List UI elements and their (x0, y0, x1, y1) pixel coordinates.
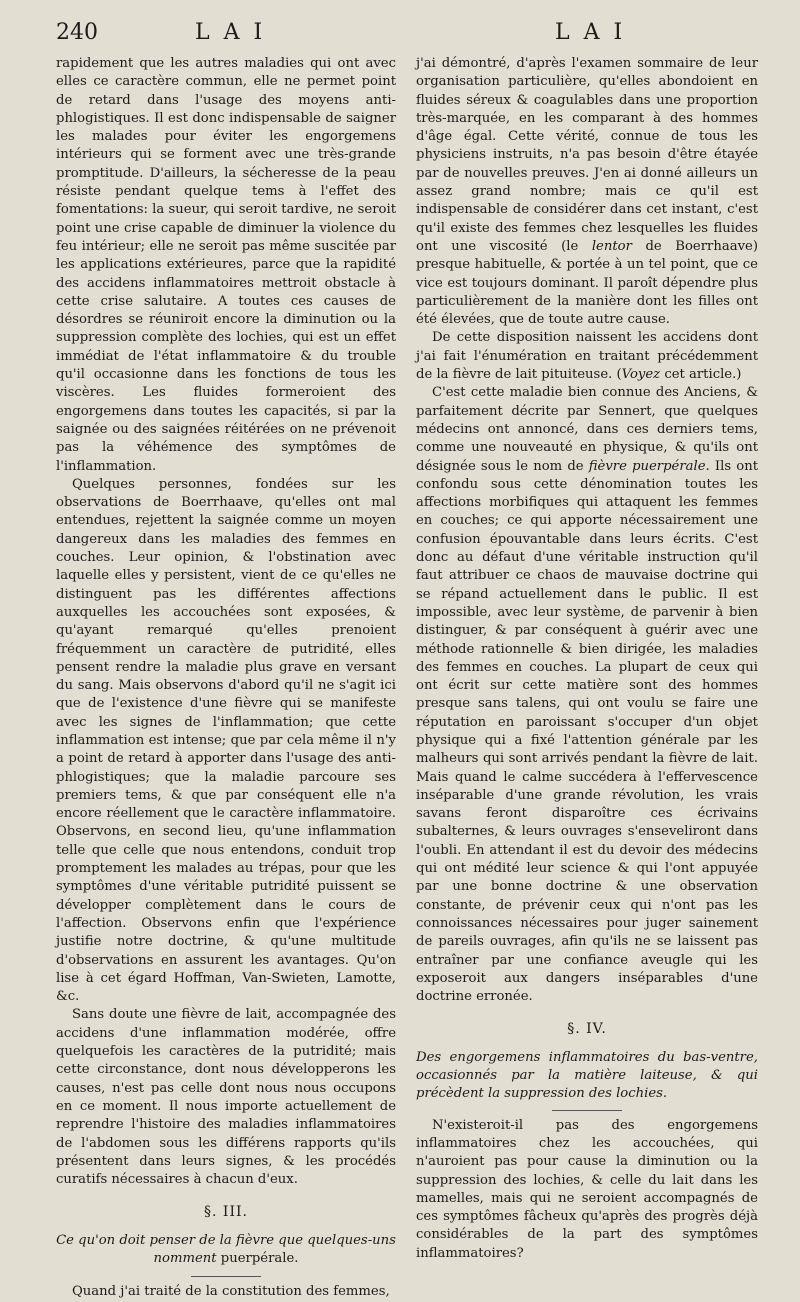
section-number: §. IV. (567, 1021, 607, 1038)
section-rule (191, 1276, 261, 1277)
section-heading (56, 1232, 396, 1269)
paragraph: Quand j'ai traité de la constitution des femmes, (72, 1284, 390, 1300)
paragraph: Sans doute une fièvre de lait, accompagnée des accidens d'une inflammation modérée, offre quelquefois les caractères de la putridité; mais cette circonstance, dont nous développerons les causes, n'est pas celle dont nous nous occupons en ce moment. Il nous importe actuellement de reprendre l'histoire des maladies inflammatoires de l'abdomen sous les différens rapports qu'ils présentent dans leurs signes, & les procédés curatifs nécessaires à chacun d'eux. (56, 1007, 396, 1188)
text-run: de Boerrhaave) presque habituelle, & portée à un tel point, que ce vice est toujours dominant. Il paroît dépendre plus particulièrement de la manière dont les filles ont été élevées, que de toute autre cause. (416, 238, 758, 328)
text-run: j'ai démontré, d'après l'examen sommaire de leur organisation particulière, qu'elles abondoient en fluides séreux & coagulables dans une proportion très-marquée, en les comparant à des hommes d'âge égal. Cette vérité, connue de tous les physiciens instruits, n'a pas besoin d'être étayée par de nouvelles preuves. J'en ai donné ailleurs un assez grand nombre; mais ce qu'il est indispensable de considérer dans cet instant, c'est qu'il existe des femmes chez lesquelles les fluides ont une viscosité (le (416, 56, 758, 254)
paragraph: N'existeroit-il pas des engorgemens inflammatoires chez les accouchées, qui n'auroient pas pour cause la diminution ou la suppression des lochies, & celle du lait dans les mamelles, mais qui ne seroient accompagnés de ces symptômes fâcheux qu'après des progrès déjà considérables de la part des symptômes inflammatoires? (416, 1117, 758, 1261)
left-column (56, 55, 396, 1302)
text-run: C'est cette maladie bien connue des Anciens, & parfaitement décrite par Sennert, que quelques médecins ont annoncé, dans ces derniers tems, comme une nouveauté en physique, & qu'ils ont désignée sous le nom de (416, 385, 758, 474)
paragraph: Quelques personnes, fondées sur les observations de Boerrhaave, qu'elles ont mal entendues, rejettent la saignée comme un moyen dangereux dans les maladies des femmes en couches. Leur opinion, & l'obstination avec laquelle elles y persistent, vient de ce qu'elles ne distinguent pas les différentes affections auxquelles les accouchées sont exposées, & qu'ayant remarqué qu'elles prenoient fréquemment un caractère de putridité, elles pensent rendre la maladie plus grave en versant du sang. Mais observons d'abord qu'il ne s'agit ici que de l'existence d'une fièvre qui se manifeste avec les signes de l'inflammation; que cette inflammation est intense; que par cela même il n'y a point de retard à apporter dans l'usage des anti-phlogistiques; que la maladie parcoure ses premiers tems, & que par conséquent elle n'a encore réellement que le caractère inflammatoire. Observons, en second lieu, qu'une inflammation telle que celle que nous entendons, conduit trop promptement les malades au trépas, pour que les symptômes d'une véritable putridité puissent se développer complètement dans le cours de l'affection. Observons enfin que l'expérience justifie notre doctrine, & qu'une multitude d'observations en assurent les avantages. Qu'on lise à cet égard Hoffman, Van-Swieten, Lamotte, &c. (56, 476, 396, 1005)
section-rule (552, 1110, 622, 1111)
running-head-left: LAI (195, 20, 277, 45)
paragraph (416, 329, 758, 384)
page-header (0, 16, 800, 48)
page-number: 240 (56, 20, 98, 45)
section-heading-roman: puerpérale. (220, 1251, 299, 1266)
italic-term: lentor (591, 238, 632, 254)
italic-term: Voyez (621, 367, 661, 383)
running-head-right: LAI (555, 20, 637, 45)
section-heading: Des engorgemens inflammatoires du bas-ventre, occasionnés par la matière laiteuse, & qui précèdent la suppression des lochies. (416, 1049, 758, 1102)
text-run: cet article.) (664, 367, 742, 383)
paragraph: rapidement que les autres maladies qui ont avec elles ce caractère commun, elle ne permet point de retard dans l'usage des moyens anti-phlogistiques. Il est donc indispensable de saigner les malades pour éviter les engorgemens intérieurs qui se forment avec une très-grande promptitude. D'ailleurs, la sécheresse de la peau résiste pendant quelque tems à l'effet des fomentations: la sueur, qui seroit tardive, ne seroit point une crise capable de diminuer la violence du feu intérieur; elle ne seroit pas même suscitée par les applications extérieures, parce que la rapidité des accidens inflammatoires mettroit obstacle à cette crise salutaire. A toutes ces causes de désordres se réuniroit encore la diminution ou la suppression complète des lochies, qui est un effet immédiat de l'état inflammatoire & du trouble qu'il occasionne dans les fonctions de tous les viscères. Les fluides formeroient des engorgemens dans toutes les capacités, si par la saignée ou des saignées réitérées on ne prévenoit pas la véhémence des symptômes de l'inflammation. (56, 56, 396, 474)
text-run: Ils ont confondu sous cette dénomination toutes les affections morbifiques qui attaquent les femmes en couches; ce qui apporte nécessairement une confusion épouvantable dans leurs écrits. C'est donc au défaut d'une véritable instruction qu'il faut attribuer ce chaos de mauvaise doctrine qui se répand actuellement dans le public. Il est impossible, avec leur système, de parvenir à bien distinguer, & par conséquent à guérir avec une méthode rationnelle & bien dirigée, les maladies des femmes en couches. La plupart de ceux qui ont écrit sur cette matière sont des hommes presque sans talens, qui ont voulu se faire une réputation en paroissant s'occuper d'un objet physique qui a fixé l'attention générale par les malheurs qui sont arrivés pendant la fièvre de lait. Mais quand le calme succédera à l'effervescence inséparable d'une grande révolution, les vrais savans feront disparoître ces écrivains subalternes, & leurs ouvrages s'enseveliront dans l'oubli. En attendant il est du devoir des médecins qui ont médité leur science & qui l'ont appuyée par une bonne doctrine & une observation constante, de prévenir ceux qui n'ont pas les connoissances nécessaires pour juger sainement de pareils ouvrages, afin qu'ils ne se laissent pas entraîner par une confiance aveugle qui les exposeroit aux dangers inséparables d'une doctrine erronée. (416, 458, 759, 1005)
section-heading-italic: Ce qu'on doit penser de la fièvre que quelques-uns nomment (56, 1232, 396, 1266)
text-run: De cette disposition naissent les accidens dont j'ai fait l'énumération en traitant précédemment de la fièvre de lait pituiteuse. ( (416, 330, 758, 383)
paragraph (416, 55, 758, 329)
section-number: §. III. (204, 1204, 248, 1221)
paragraph (416, 384, 758, 1006)
italic-term: fièvre puerpérale. (588, 458, 710, 474)
right-column (416, 55, 758, 1263)
